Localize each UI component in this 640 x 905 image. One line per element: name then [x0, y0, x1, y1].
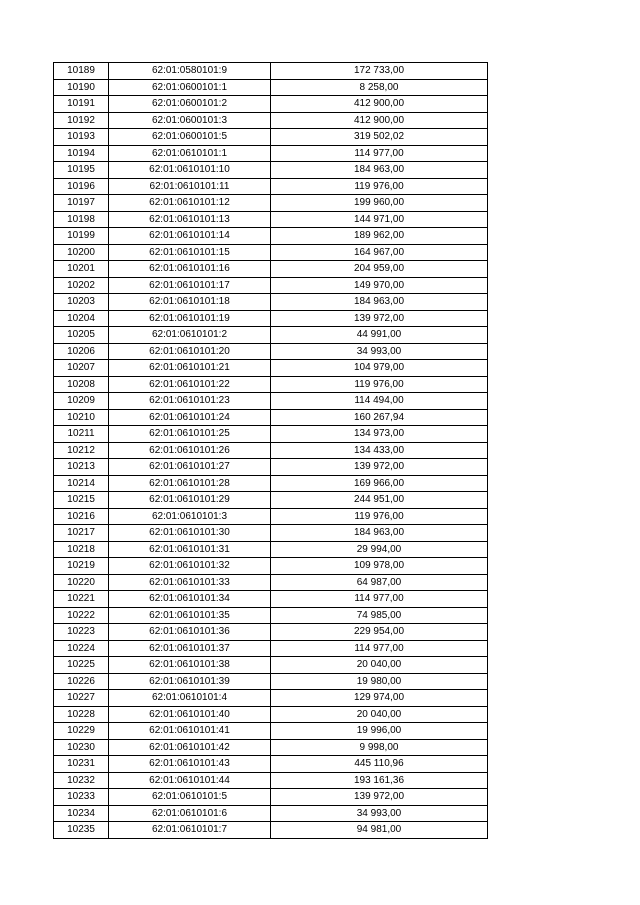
cadastral-value-cell: 319 502,02: [271, 129, 488, 146]
cadastral-value-cell: 114 494,00: [271, 393, 488, 410]
row-number-cell: 10204: [54, 310, 109, 327]
table-row: [54, 525, 488, 542]
table-row: [54, 63, 488, 80]
cadastral-number-cell: 62:01:0610101:34: [109, 591, 271, 608]
cadastral-number-cell: 62:01:0610101:19: [109, 310, 271, 327]
cadastral-number-cell: 62:01:0610101:10: [109, 162, 271, 179]
cadastral-number-cell: 62:01:0610101:37: [109, 640, 271, 657]
cadastral-number-cell: 62:01:0610101:4: [109, 690, 271, 707]
cadastral-number-cell: 62:01:0610101:40: [109, 706, 271, 723]
row-number-cell: 10215: [54, 492, 109, 509]
cadastral-number-cell: 62:01:0580101:9: [109, 63, 271, 80]
row-number-cell: 10208: [54, 376, 109, 393]
cadastral-value-cell: 139 972,00: [271, 459, 488, 476]
table-row: [54, 723, 488, 740]
cadastral-value-cell: 20 040,00: [271, 706, 488, 723]
cadastral-number-cell: 62:01:0610101:20: [109, 343, 271, 360]
row-number-cell: 10195: [54, 162, 109, 179]
cadastral-number-cell: 62:01:0610101:11: [109, 178, 271, 195]
cadastral-number-cell: 62:01:0610101:12: [109, 195, 271, 212]
cadastral-value-cell: 114 977,00: [271, 640, 488, 657]
cadastral-value-cell: 172 733,00: [271, 63, 488, 80]
cadastral-number-cell: 62:01:0610101:14: [109, 228, 271, 245]
row-number-cell: 10202: [54, 277, 109, 294]
table-row: [54, 426, 488, 443]
row-number-cell: 10200: [54, 244, 109, 261]
cadastral-number-cell: 62:01:0610101:21: [109, 360, 271, 377]
cadastral-value-cell: 114 977,00: [271, 145, 488, 162]
cadastral-number-cell: 62:01:0610101:36: [109, 624, 271, 641]
row-number-cell: 10225: [54, 657, 109, 674]
cadastral-value-cell: 412 900,00: [271, 96, 488, 113]
cadastral-value-cell: 169 966,00: [271, 475, 488, 492]
cadastral-value-cell: 104 979,00: [271, 360, 488, 377]
cadastral-number-cell: 62:01:0610101:13: [109, 211, 271, 228]
cadastral-value-cell: 94 981,00: [271, 822, 488, 839]
table-row: [54, 393, 488, 410]
row-number-cell: 10196: [54, 178, 109, 195]
table-row: [54, 409, 488, 426]
cadastral-value-cell: 445 110,96: [271, 756, 488, 773]
cadastral-number-cell: 62:01:0610101:6: [109, 805, 271, 822]
table-row: [54, 360, 488, 377]
cadastral-value-cell: 34 993,00: [271, 805, 488, 822]
cadastral-value-cell: 129 974,00: [271, 690, 488, 707]
cadastral-value-cell: 64 987,00: [271, 574, 488, 591]
table-row: [54, 640, 488, 657]
table-row: [54, 508, 488, 525]
cadastral-value-cell: 139 972,00: [271, 789, 488, 806]
cadastral-number-cell: 62:01:0600101:1: [109, 79, 271, 96]
table-row: [54, 475, 488, 492]
row-number-cell: 10231: [54, 756, 109, 773]
table-row: [54, 96, 488, 113]
cadastral-number-cell: 62:01:0610101:29: [109, 492, 271, 509]
row-number-cell: 10220: [54, 574, 109, 591]
table-row: [54, 294, 488, 311]
row-number-cell: 10201: [54, 261, 109, 278]
row-number-cell: 10213: [54, 459, 109, 476]
row-number-cell: 10203: [54, 294, 109, 311]
row-number-cell: 10194: [54, 145, 109, 162]
cadastral-value-cell: 412 900,00: [271, 112, 488, 129]
table-row: [54, 789, 488, 806]
cadastral-value-cell: 44 991,00: [271, 327, 488, 344]
cadastral-number-cell: 62:01:0610101:25: [109, 426, 271, 443]
table-row: [54, 211, 488, 228]
row-number-cell: 10223: [54, 624, 109, 641]
row-number-cell: 10198: [54, 211, 109, 228]
table-row: [54, 129, 488, 146]
cadastral-value-cell: 9 998,00: [271, 739, 488, 756]
cadastral-number-cell: 62:01:0610101:31: [109, 541, 271, 558]
table-row: [54, 772, 488, 789]
row-number-cell: 10189: [54, 63, 109, 80]
cadastral-number-cell: 62:01:0610101:44: [109, 772, 271, 789]
cadastral-value-cell: 139 972,00: [271, 310, 488, 327]
cadastral-number-cell: 62:01:0610101:42: [109, 739, 271, 756]
cadastral-number-cell: 62:01:0610101:41: [109, 723, 271, 740]
row-number-cell: 10232: [54, 772, 109, 789]
cadastral-value-cell: 189 962,00: [271, 228, 488, 245]
row-number-cell: 10217: [54, 525, 109, 542]
table-row: [54, 310, 488, 327]
cadastral-value-cell: 184 963,00: [271, 294, 488, 311]
table-row: [54, 327, 488, 344]
table-body: [54, 63, 488, 839]
row-number-cell: 10209: [54, 393, 109, 410]
table-row: [54, 624, 488, 641]
table-row: [54, 261, 488, 278]
row-number-cell: 10219: [54, 558, 109, 575]
cadastral-number-cell: 62:01:0610101:43: [109, 756, 271, 773]
cadastral-value-cell: 184 963,00: [271, 525, 488, 542]
row-number-cell: 10192: [54, 112, 109, 129]
table-row: [54, 591, 488, 608]
row-number-cell: 10197: [54, 195, 109, 212]
row-number-cell: 10193: [54, 129, 109, 146]
row-number-cell: 10228: [54, 706, 109, 723]
cadastral-number-cell: 62:01:0610101:32: [109, 558, 271, 575]
cadastral-number-cell: 62:01:0610101:28: [109, 475, 271, 492]
cadastral-value-cell: 20 040,00: [271, 657, 488, 674]
cadastral-value-cell: 19 980,00: [271, 673, 488, 690]
cadastral-value-cell: 160 267,94: [271, 409, 488, 426]
table-row: [54, 574, 488, 591]
table-row: [54, 79, 488, 96]
row-number-cell: 10234: [54, 805, 109, 822]
cadastral-value-cell: 19 996,00: [271, 723, 488, 740]
table-row: [54, 162, 488, 179]
cadastral-number-cell: 62:01:0610101:22: [109, 376, 271, 393]
table-row: [54, 277, 488, 294]
row-number-cell: 10210: [54, 409, 109, 426]
row-number-cell: 10191: [54, 96, 109, 113]
table-row: [54, 112, 488, 129]
cadastral-value-cell: 109 978,00: [271, 558, 488, 575]
cadastral-value-cell: 119 976,00: [271, 178, 488, 195]
cadastral-value-cell: 134 433,00: [271, 442, 488, 459]
cadastral-number-cell: 62:01:0610101:3: [109, 508, 271, 525]
cadastral-value-cell: 164 967,00: [271, 244, 488, 261]
row-number-cell: 10222: [54, 607, 109, 624]
row-number-cell: 10211: [54, 426, 109, 443]
cadastral-value-cell: 8 258,00: [271, 79, 488, 96]
cadastral-value-cell: 144 971,00: [271, 211, 488, 228]
cadastral-value-cell: 204 959,00: [271, 261, 488, 278]
table-row: [54, 607, 488, 624]
row-number-cell: 10218: [54, 541, 109, 558]
cadastral-number-cell: 62:01:0610101:26: [109, 442, 271, 459]
row-number-cell: 10214: [54, 475, 109, 492]
row-number-cell: 10212: [54, 442, 109, 459]
table-row: [54, 690, 488, 707]
cadastral-number-cell: 62:01:0600101:2: [109, 96, 271, 113]
table-row: [54, 228, 488, 245]
cadastral-value-cell: 114 977,00: [271, 591, 488, 608]
table-row: [54, 805, 488, 822]
cadastral-number-cell: 62:01:0610101:7: [109, 822, 271, 839]
row-number-cell: 10206: [54, 343, 109, 360]
cadastral-value-cell: 74 985,00: [271, 607, 488, 624]
table-row: [54, 706, 488, 723]
table-row: [54, 558, 488, 575]
cadastral-number-cell: 62:01:0610101:24: [109, 409, 271, 426]
row-number-cell: 10226: [54, 673, 109, 690]
cadastral-value-cell: 119 976,00: [271, 508, 488, 525]
table-row: [54, 822, 488, 839]
table-row: [54, 195, 488, 212]
row-number-cell: 10230: [54, 739, 109, 756]
cadastral-value-cell: 134 973,00: [271, 426, 488, 443]
cadastral-number-cell: 62:01:0600101:3: [109, 112, 271, 129]
table-row: [54, 343, 488, 360]
cadastral-value-cell: 229 954,00: [271, 624, 488, 641]
cadastral-number-cell: 62:01:0610101:38: [109, 657, 271, 674]
row-number-cell: 10205: [54, 327, 109, 344]
cadastral-value-cell: 199 960,00: [271, 195, 488, 212]
cadastral-value-cell: 149 970,00: [271, 277, 488, 294]
table-row: [54, 376, 488, 393]
cadastral-value-cell: 29 994,00: [271, 541, 488, 558]
cadastral-number-cell: 62:01:0610101:30: [109, 525, 271, 542]
cadastral-number-cell: 62:01:0610101:17: [109, 277, 271, 294]
cadastral-number-cell: 62:01:0610101:1: [109, 145, 271, 162]
row-number-cell: 10224: [54, 640, 109, 657]
table-row: [54, 673, 488, 690]
cadastral-value-cell: 34 993,00: [271, 343, 488, 360]
table-row: [54, 459, 488, 476]
row-number-cell: 10221: [54, 591, 109, 608]
table-row: [54, 178, 488, 195]
cadastral-number-cell: 62:01:0610101:2: [109, 327, 271, 344]
row-number-cell: 10227: [54, 690, 109, 707]
table-row: [54, 442, 488, 459]
cadastral-value-cell: 193 161,36: [271, 772, 488, 789]
table-row: [54, 244, 488, 261]
table-row: [54, 756, 488, 773]
table-row: [54, 492, 488, 509]
cadastral-value-table: [53, 62, 488, 839]
cadastral-number-cell: 62:01:0610101:15: [109, 244, 271, 261]
cadastral-number-cell: 62:01:0600101:5: [109, 129, 271, 146]
cadastral-number-cell: 62:01:0610101:39: [109, 673, 271, 690]
row-number-cell: 10235: [54, 822, 109, 839]
row-number-cell: 10233: [54, 789, 109, 806]
cadastral-number-cell: 62:01:0610101:35: [109, 607, 271, 624]
cadastral-number-cell: 62:01:0610101:16: [109, 261, 271, 278]
row-number-cell: 10207: [54, 360, 109, 377]
row-number-cell: 10199: [54, 228, 109, 245]
table-row: [54, 739, 488, 756]
row-number-cell: 10190: [54, 79, 109, 96]
table-row: [54, 541, 488, 558]
table-row: [54, 657, 488, 674]
cadastral-number-cell: 62:01:0610101:33: [109, 574, 271, 591]
row-number-cell: 10216: [54, 508, 109, 525]
row-number-cell: 10229: [54, 723, 109, 740]
table-row: [54, 145, 488, 162]
cadastral-value-cell: 184 963,00: [271, 162, 488, 179]
cadastral-value-cell: 244 951,00: [271, 492, 488, 509]
cadastral-number-cell: 62:01:0610101:23: [109, 393, 271, 410]
cadastral-value-cell: 119 976,00: [271, 376, 488, 393]
cadastral-number-cell: 62:01:0610101:5: [109, 789, 271, 806]
cadastral-number-cell: 62:01:0610101:18: [109, 294, 271, 311]
cadastral-number-cell: 62:01:0610101:27: [109, 459, 271, 476]
